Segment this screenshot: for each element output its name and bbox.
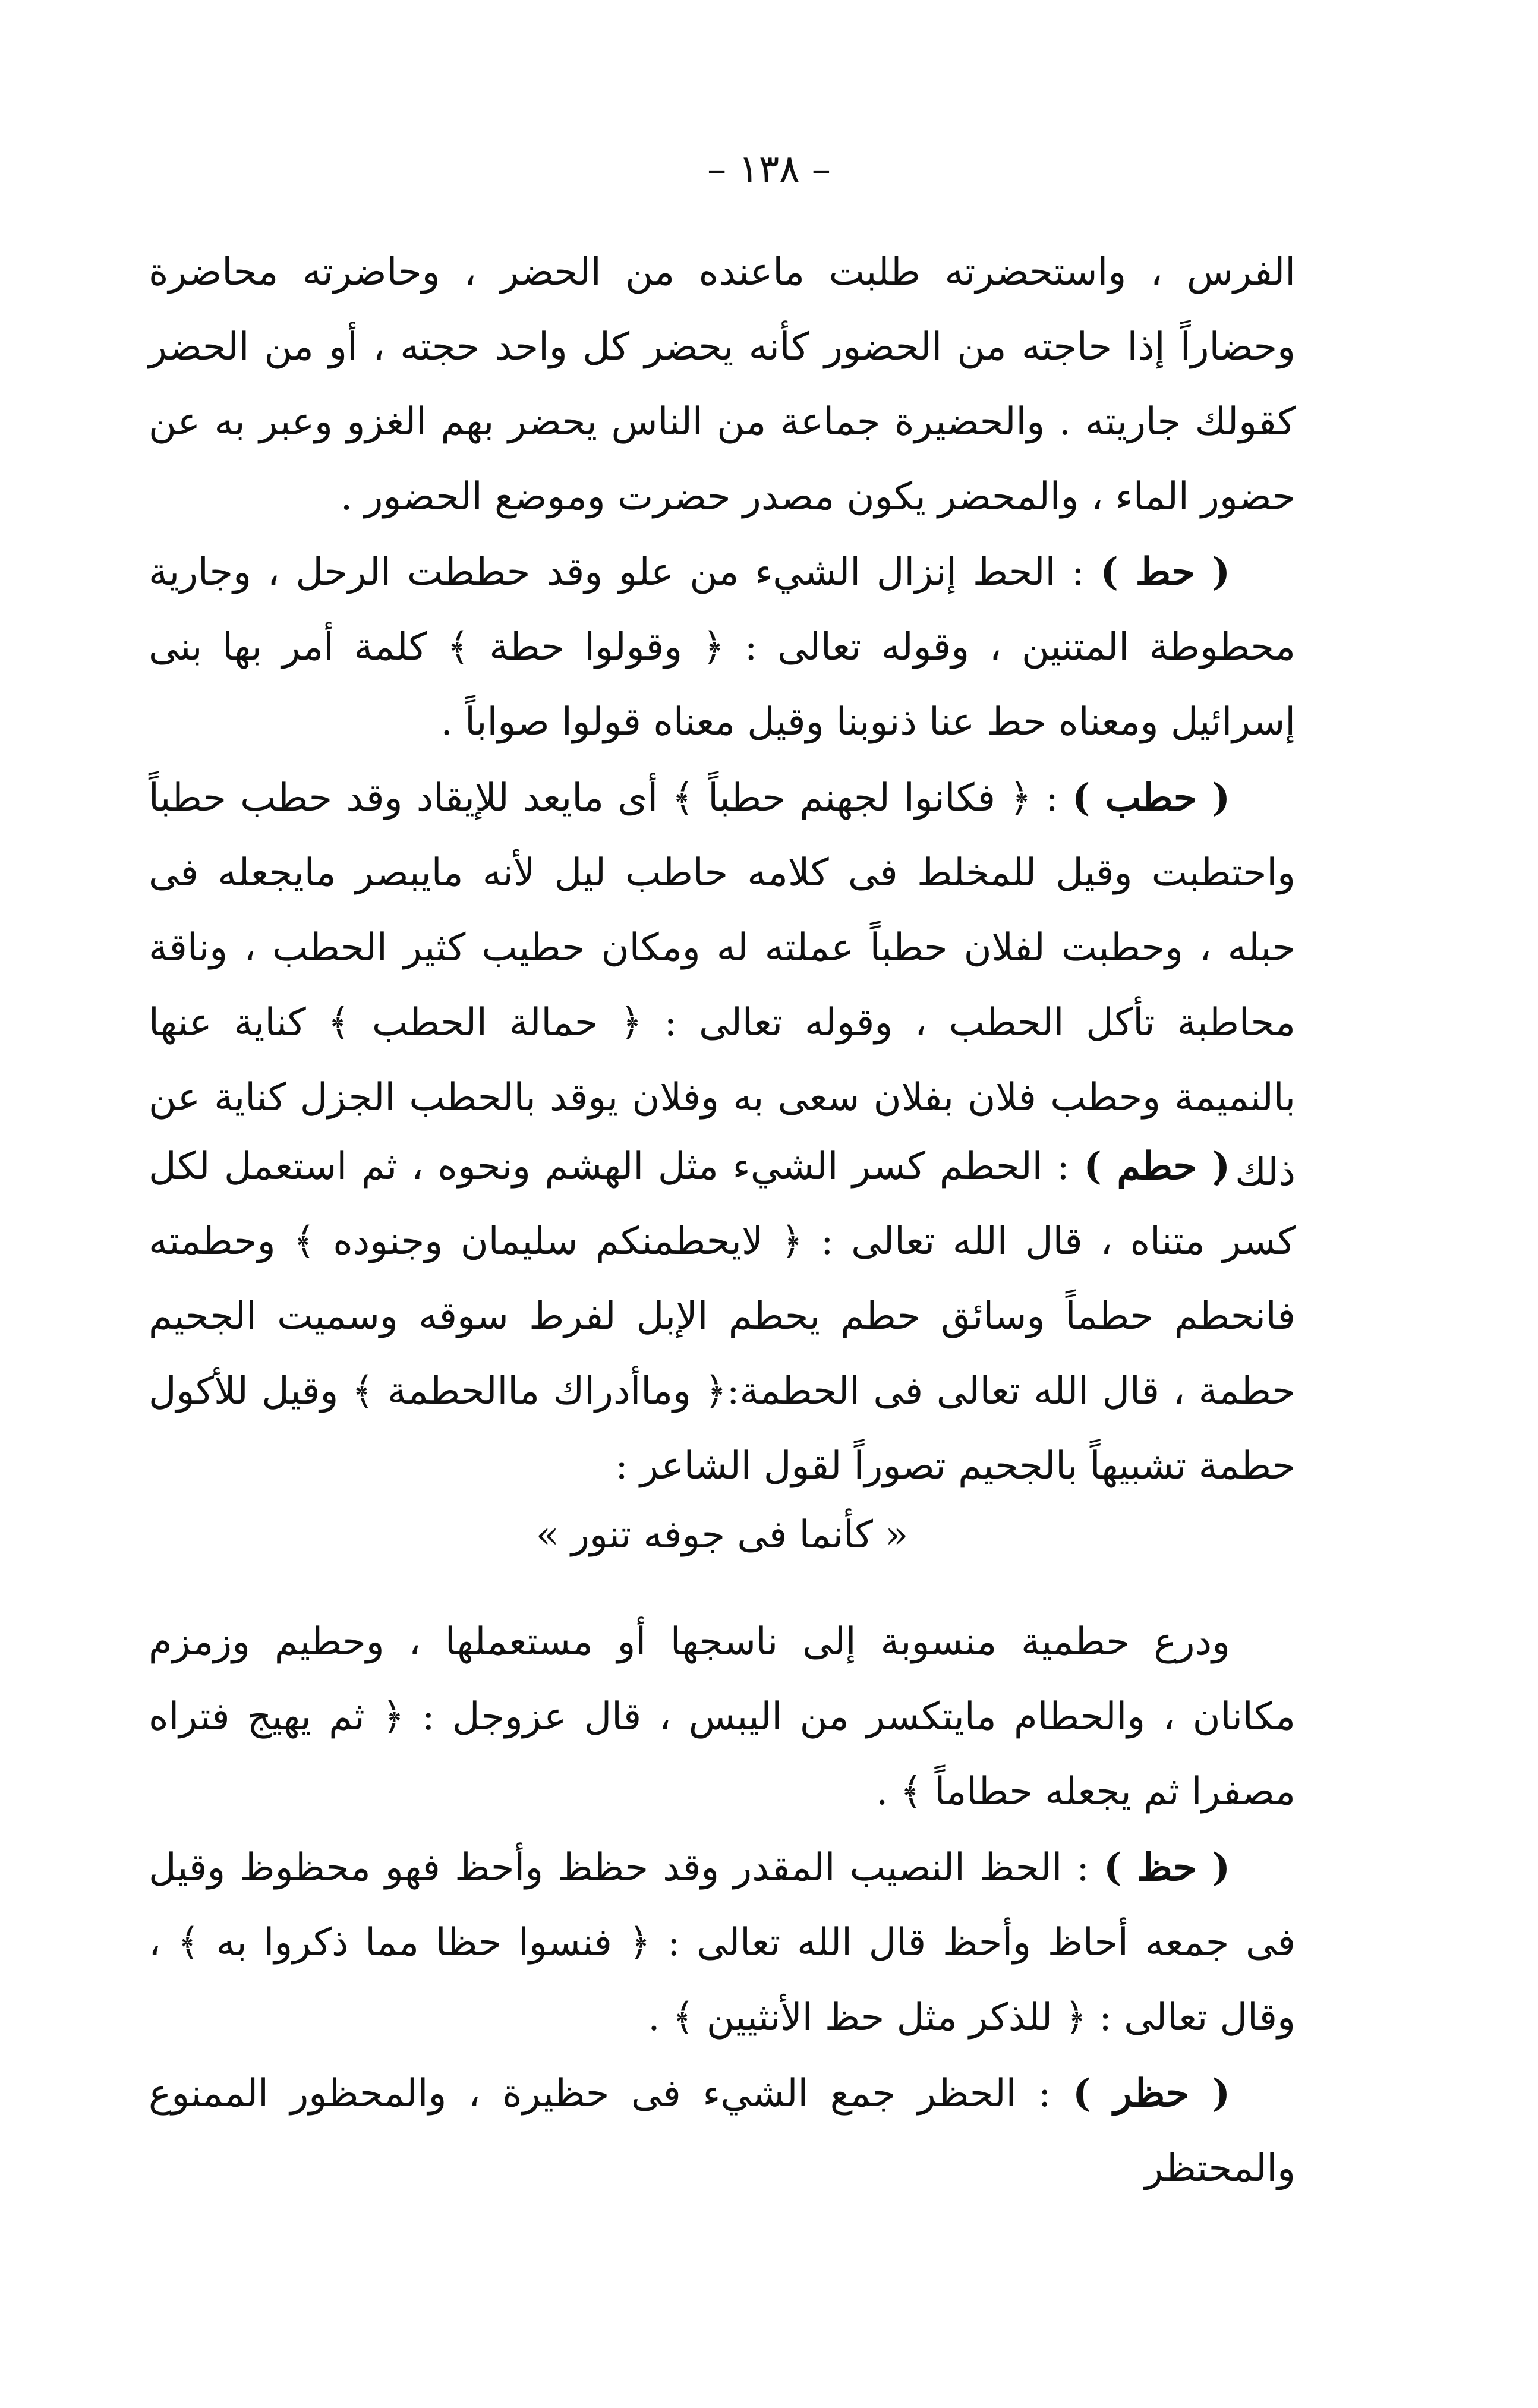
page-number: – ١٣٨ –: [707, 147, 831, 191]
entry-text: : الحظر جمع الشيء فى حظيرة ، والمحظور الممنوع والمحتظر: [149, 2072, 1296, 2190]
entry-text: : ﴿ فكانوا لجهنم حطباً ﴾ أى مايعد للإيقاد وقد حطب حطباً واحتطبت وقيل للمخلط فى كلامه حاطب ليل لأنه مايبصر مايجعله فى حبله ، وحطبت لفلان حطباً عملته له ومكان حطيب كثير الحطب ، وناقة محاطبة تأكل الحطب ، وقوله تعالى : ﴿ حمالة الحطب ﴾ كناية عنها بالنميمة وحطب فلان بفلان سعى به وفلان يوقد بالحطب الجزل كناية عن ذلك .: [149, 776, 1296, 1194]
entry-text: : الحظ النصيب المقدر وقد حظظ وأحظ فهو محظوظ وقيل فى جمعه أحاظ وأحظ قال الله تعالى : ﴿ فنسوا حظا مما ذكروا به ﴾ ، وقال تعالى : ﴿ للذكر مثل حظ الأنثيين ﴾ .: [149, 1846, 1296, 2040]
paragraph-1: [149, 235, 1296, 534]
entry-hazz: [149, 1830, 1296, 2055]
entry-headword: ( حطم ): [1083, 1144, 1231, 1189]
entry-headword: ( حط ): [1100, 550, 1231, 594]
paragraph-continuation: [149, 1605, 1296, 1829]
paragraph-text: الفرس ، واستحضرته طلبت ماعنده من الحضر ، وحاضرته محاضرة وحضاراً إذا حاجته من الحضور كأنه يحضر كل واحد حجته ، أو من الحضر كقولك جاريته . والحضيرة جماعة من الناس يحضر بهم الغزو وعبر به عن حضور الماء ، والمحضر يكون مصدر حضرت وموضع الحضور .: [149, 250, 1296, 519]
entry-hazr: [149, 2056, 1296, 2206]
poetry-verse: « كأنما فى جوفه تنور »: [535, 1513, 909, 1557]
entry-text: : الحط إنزال الشيء من علو وقد حططت الرحل ، وجارية محطوطة المتنين ، وقوله تعالى : ﴿ وقولوا حطة ﴾ كلمة أمر بها بنى إسرائيل ومعناه حط عنا ذنوبنا وقيل معناه قولوا صواباً .: [149, 550, 1296, 744]
entry-headword: ( حطب ): [1072, 776, 1231, 820]
paragraph-text: ودرع حطمية منسوبة إلى ناسجها أو مستعملها ، وحطيم وزمزم مكانان ، والحطام مايتكسر من اليبس ، قال عزوجل : ﴿ ثم يهيج فتراه مصفرا ثم يجعله حطاماً ﴾ .: [149, 1620, 1296, 1814]
entry-hatt: [149, 535, 1296, 759]
entry-hatam: [149, 1129, 1296, 1504]
entry-headword: ( حظر ): [1073, 2071, 1231, 2116]
entry-text: : الحطم كسر الشيء مثل الهشم ونحوه ، ثم استعمل لكل كسر متناه ، قال الله تعالى : ﴿ لايحطمنكم سليمان وجنوده ﴾ وحطمته فانحطم حطماً وسائق حطم يحطم الإبل لفرط سوقه وسميت الجحيم حطمة ، قال الله تعالى فى الحطمة:﴿ وماأدراك ماالحطمة ﴾ وقيل للأكول حطمة تشبيهاً بالجحيم تصوراً لقول الشاعر :: [149, 1145, 1296, 1488]
entry-headword: ( حظ ): [1104, 1845, 1231, 1890]
